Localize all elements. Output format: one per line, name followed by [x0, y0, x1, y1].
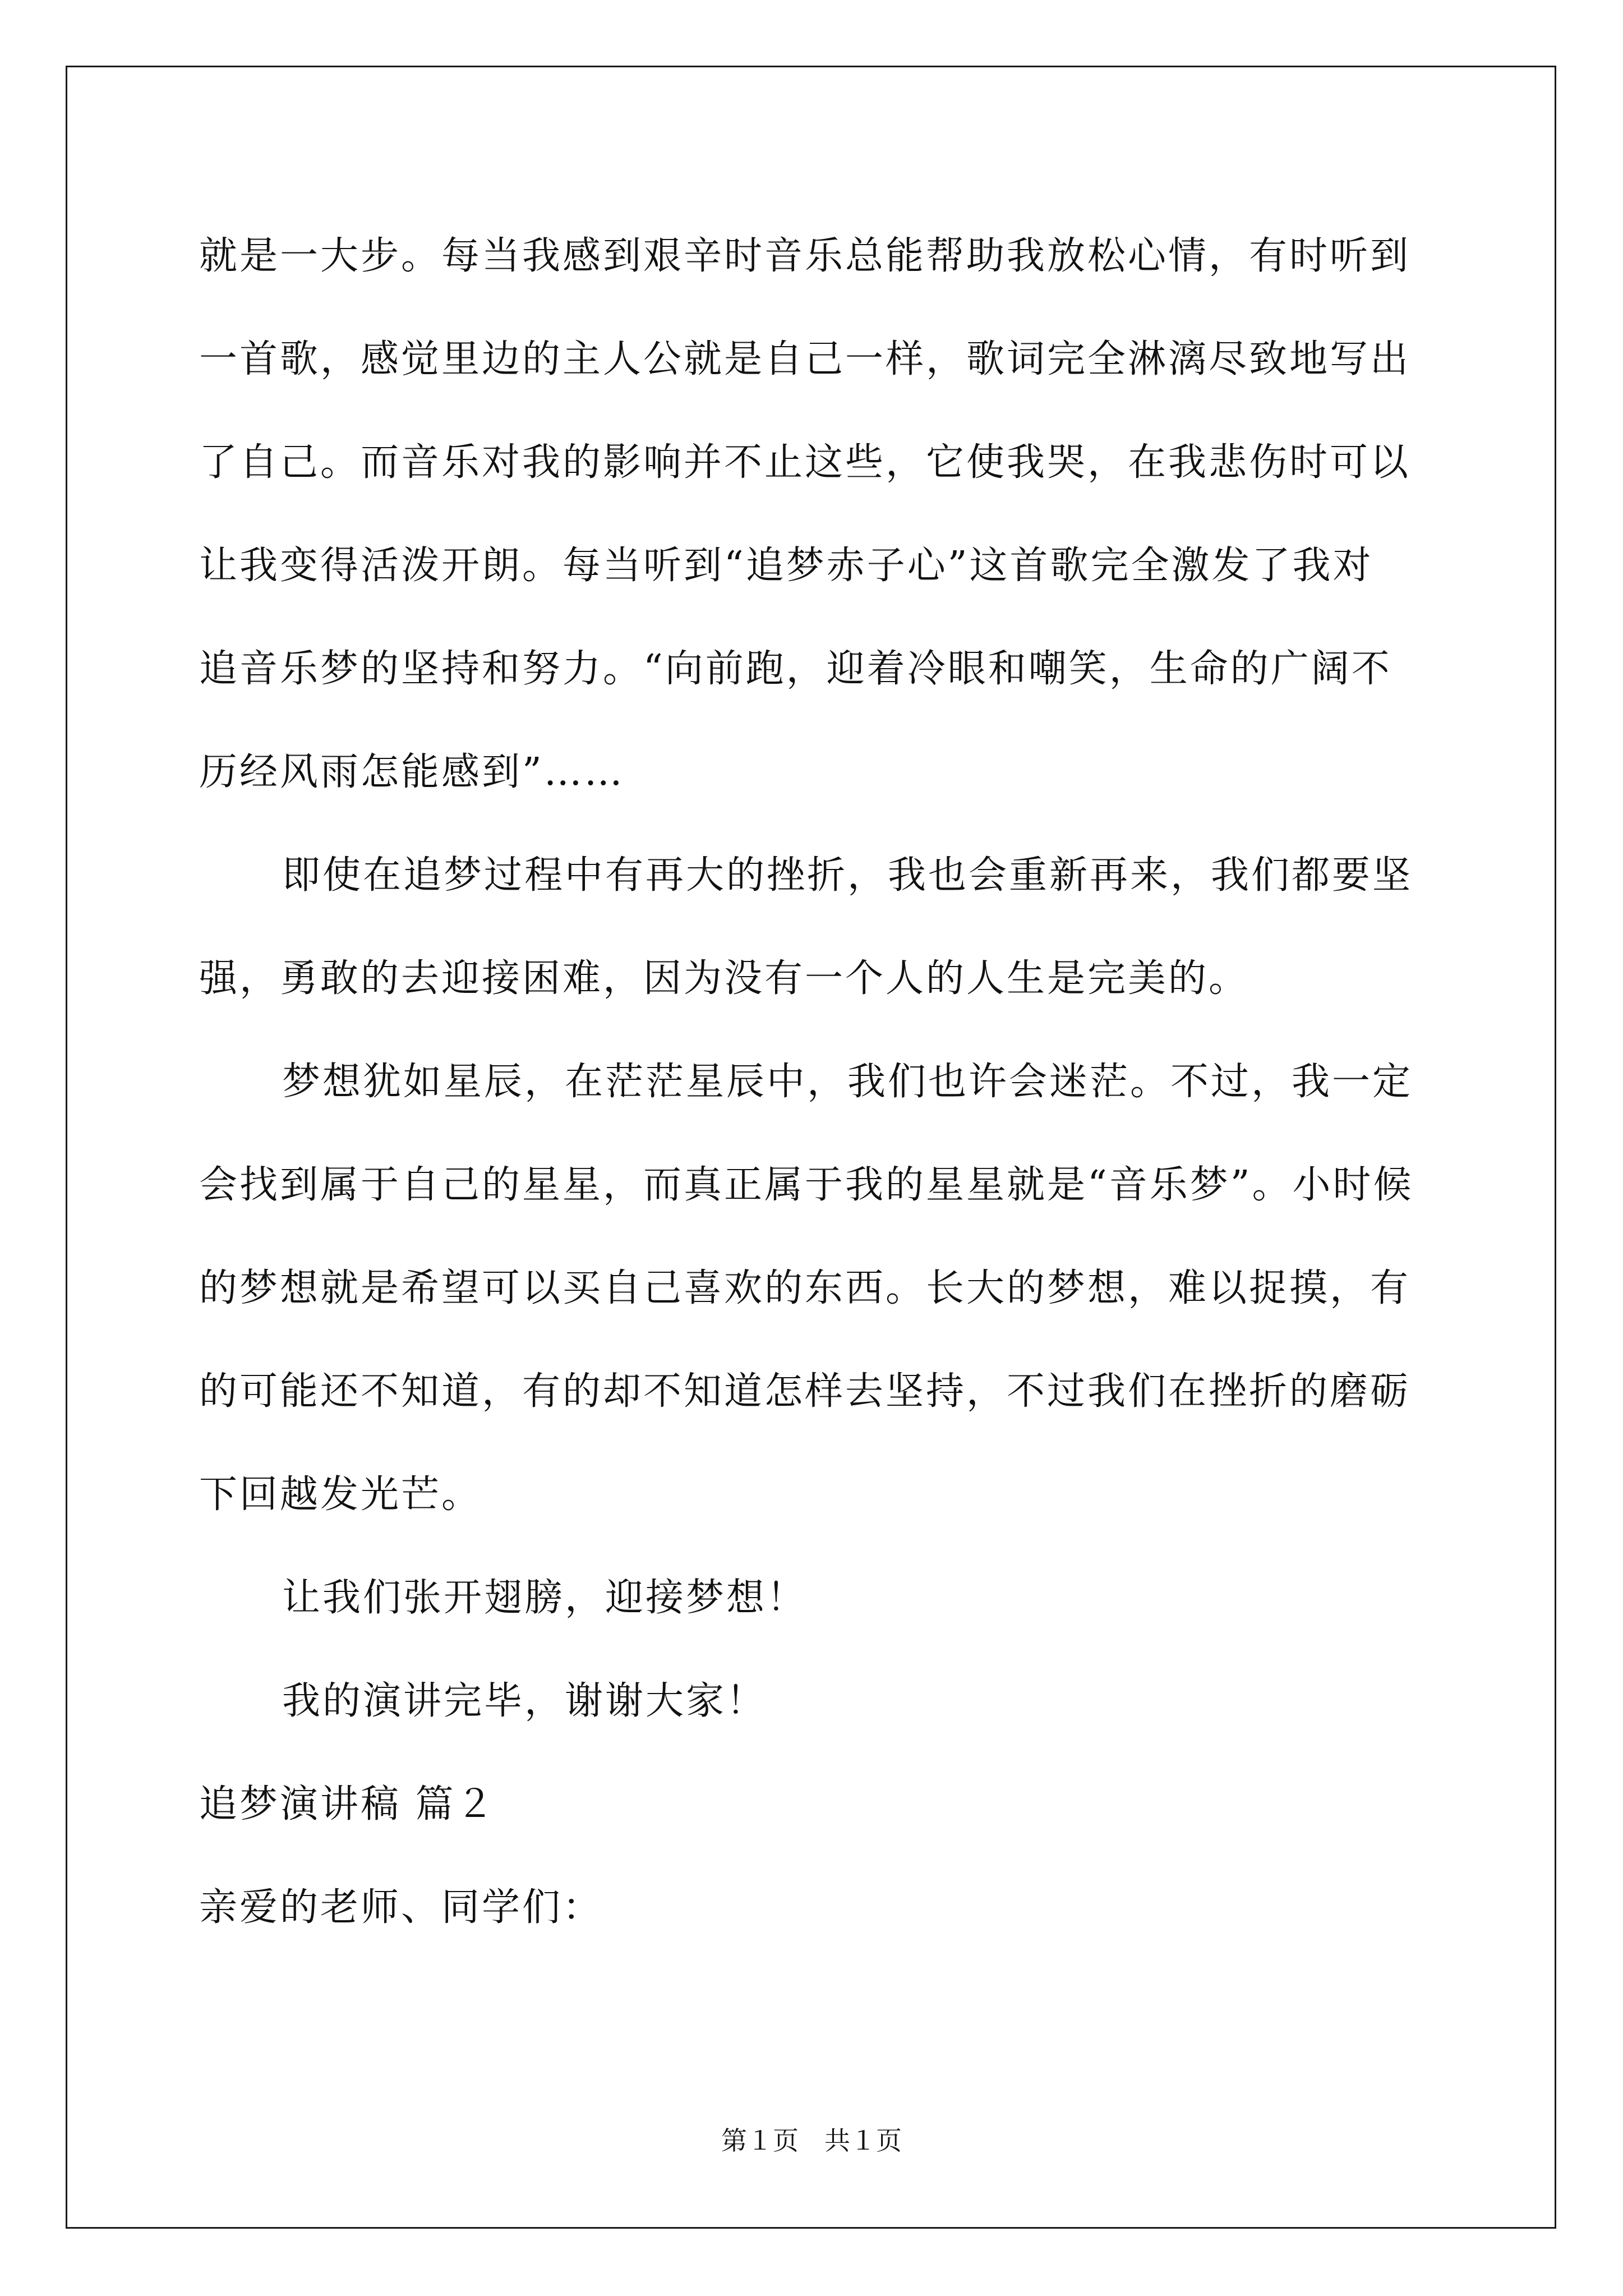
paragraph-line: 会找到属于自己的星星，而真正属于我的星星就是“音乐梦”。小时候: [199, 1163, 1414, 1207]
paragraph-line: 下回越发光芒。: [199, 1473, 482, 1517]
paragraph-line: 追音乐梦的坚持和努力。“向前跑，迎着冷眼和嘲笑，生命的广阔不: [199, 647, 1392, 691]
salutation: 亲爱的老师、同学们：: [199, 1885, 603, 1930]
paragraph-line: 梦想犹如星辰，在茫茫星辰中，我们也许会迷茫。不过，我一定: [282, 1060, 1413, 1104]
paragraph-line: 强，勇敢的去迎接困难，因为没有一个人的人生是完美的。: [199, 956, 1249, 1001]
page-footer: 第１页 共１页: [721, 2127, 902, 2155]
paragraph-line: 一首歌，感觉里边的主人公就是自己一样，歌词完全淋漓尽致地写出: [199, 337, 1411, 381]
paragraph-line: 就是一大步。每当我感到艰辛时音乐总能帮助我放松心情，有时听到: [199, 234, 1411, 278]
paragraph-line: 我的演讲完毕，谢谢大家！: [282, 1679, 767, 1723]
paragraph-line: 的可能还不知道，有的却不知道怎样去坚持，不过我们在挫折的磨砺: [199, 1369, 1411, 1414]
paragraph-line: 了自己。而音乐对我的影响并不止这些，它使我哭，在我悲伤时可以: [199, 440, 1411, 485]
paragraph-line: 历经风雨怎能感到”……: [199, 750, 625, 794]
document-body: [199, 205, 1428, 1959]
paragraph-line: 让我们张开翅膀，迎接梦想！: [282, 1576, 808, 1620]
paragraph-line: 让我变得活泼开朗。每当听到“追梦赤子心”这首歌完全激发了我对: [199, 544, 1373, 588]
paragraph-line: 的梦想就是希望可以买自己喜欢的东西。长大的梦想，难以捉摸，有: [199, 1266, 1411, 1310]
paragraph-line: 即使在追梦过程中有再大的挫折，我也会重新再来，我们都要坚: [282, 853, 1413, 898]
section-heading: 追梦演讲稿 篇２: [199, 1782, 496, 1826]
